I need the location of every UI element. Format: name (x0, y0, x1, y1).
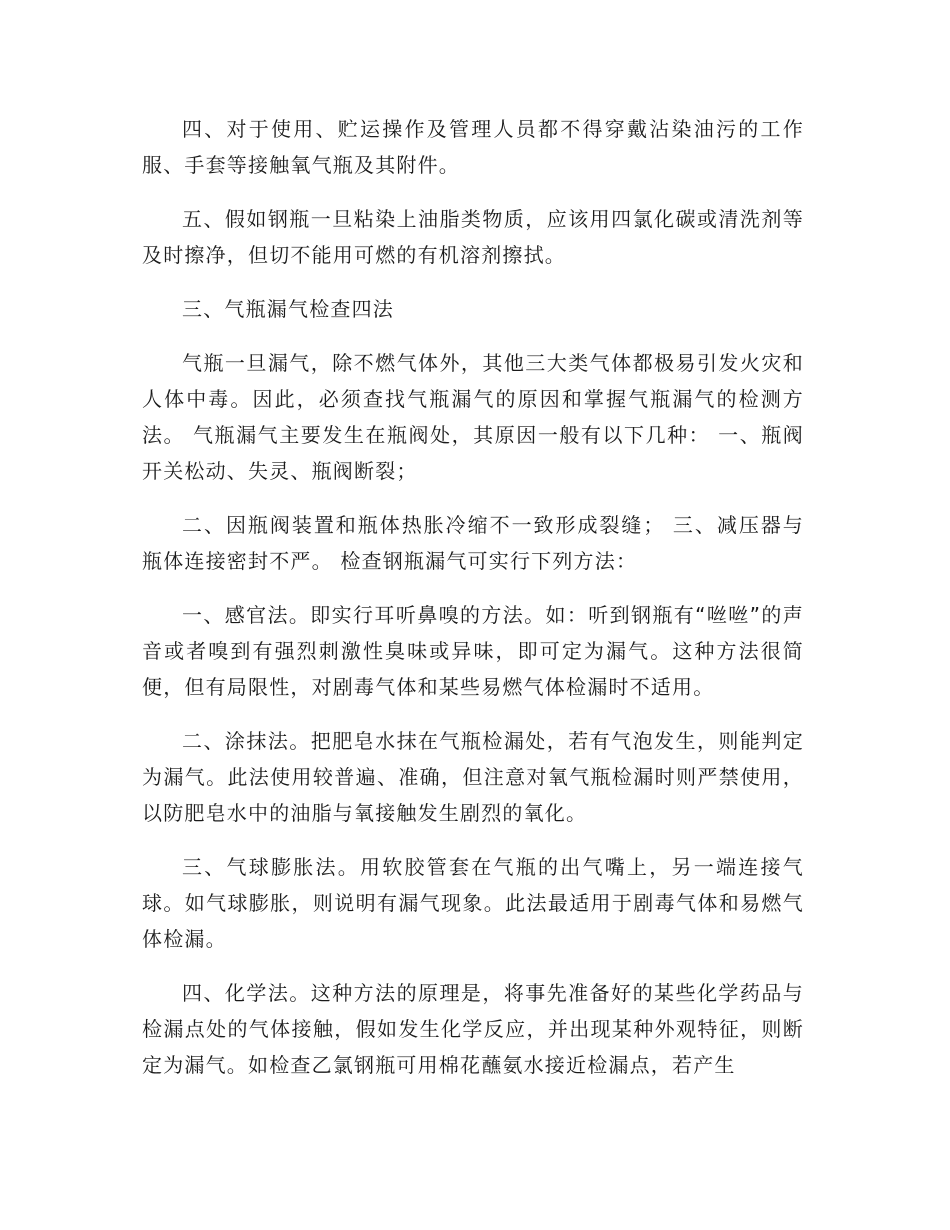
section-heading-leak-check: 三、气瓶漏气检查四法 (182, 297, 394, 321)
paragraph-balloon-method: 三、气球膨胀法。用软胶管套在气瓶的出气嘴上，另一端连接气球。如气球膨胀，则说明有漏气现象。此法最适用于剧毒气体和易燃气体检漏。 (142, 855, 804, 951)
paragraph-chemical-method: 四、化学法。这种方法的原理是，将事先准备好的某些化学药品与检漏点处的气体接触，假如发生化学反应，并出现某种外观特征，则断定为漏气。如检查乙氯钢瓶可用棉花蘸氨水接近检漏点，若产生 (142, 981, 804, 1077)
paragraph-leak-causes: 气瓶一旦漏气，除不燃气体外，其他三大类气体都极易引发火灾和人体中毒。因此，必须查找气瓶漏气的原因和掌握气瓶漏气的检测方法。 气瓶漏气主要发生在瓶阀处，其原因一般有以下几种： 一、瓶阀开关松动、失灵、瓶阀断裂； (142, 351, 804, 483)
document-body (142, 111, 804, 1101)
paragraph-grease-cleaning-rule: 五、假如钢瓶一旦粘染上油脂类物质，应该用四氯化碳或清洗剂等及时擦净，但切不能用可燃的有机溶剂擦拭。 (142, 207, 804, 267)
paragraph-sensory-method: 一、感官法。即实行耳听鼻嗅的方法。如：听到钢瓶有“咝咝”的声音或者嗅到有强烈刺激性臭味或异味，即可定为漏气。这种方法很简便，但有局限性，对剧毒气体和某些易燃气体检漏时不适用。 (142, 603, 804, 699)
paragraph-smear-method: 二、涂抹法。把肥皂水抹在气瓶检漏处，若有气泡发生，则能判定为漏气。此法使用较普遍、准确，但注意对氧气瓶检漏时则严禁使用，以防肥皂水中的油脂与氧接触发生剧烈的氧化。 (142, 729, 804, 825)
paragraph-leak-causes-continued: 二、因瓶阀装置和瓶体热胀冷缩不一致形成裂缝； 三、减压器与瓶体连接密封不严。 检查钢瓶漏气可实行下列方法： (142, 513, 804, 573)
paragraph-oil-clothing-rule: 四、对于使用、贮运操作及管理人员都不得穿戴沾染油污的工作服、手套等接触氧气瓶及其附件。 (142, 117, 804, 177)
